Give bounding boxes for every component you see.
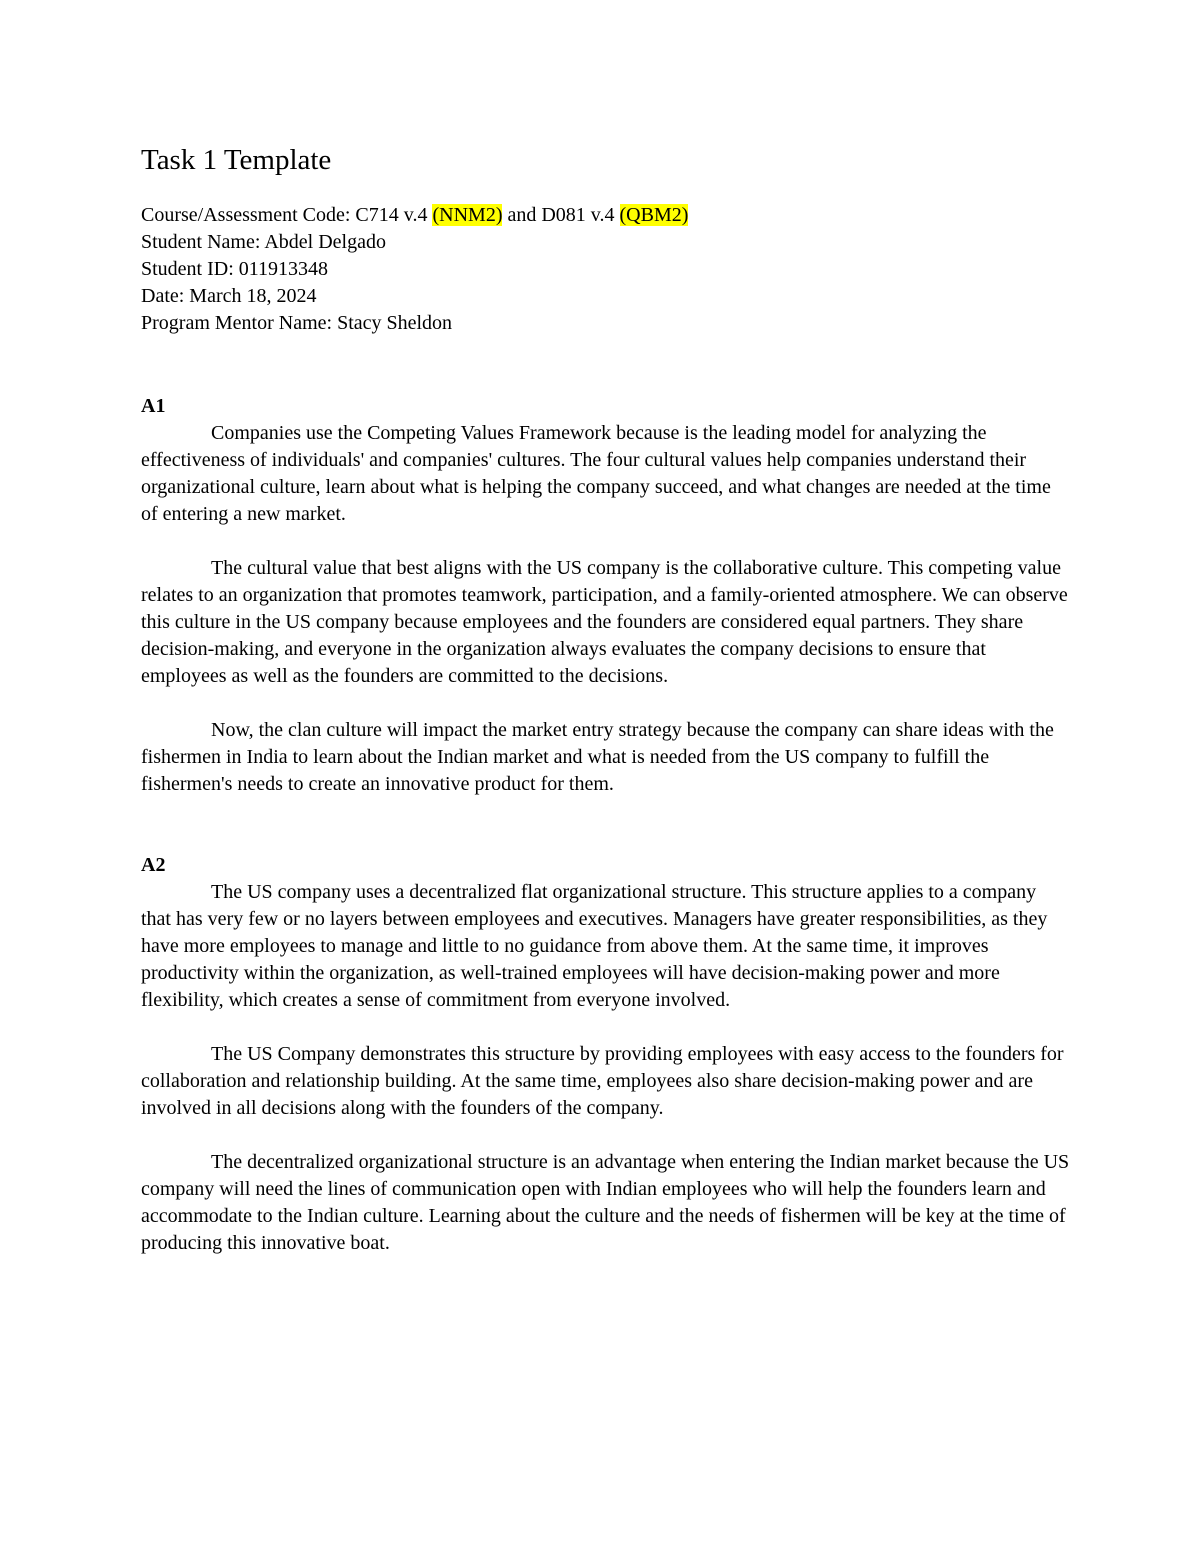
student-name-line: Student Name: Abdel Delgado [141, 231, 386, 253]
date-line: Date: March 18, 2024 [141, 285, 317, 307]
document-body [141, 140, 1071, 1257]
document-title: Task 1 Template [141, 144, 332, 176]
course-code-prefix: Course/Assessment Code: C714 v.4 [141, 204, 433, 226]
paragraph: The decentralized organizational structure is an advantage when entering the Indian market because the US company will need the lines of communication open with Indian employees who will help the founders learn and accommodate to the Indian culture. Learning about the culture and the needs of fishermen will be key at the time of producing this innovative boat. [141, 1151, 1070, 1254]
course-code-mid: and D081 v.4 [502, 204, 620, 226]
paragraph: The US Company demonstrates this structure by providing employees with easy access to the founders for collaboration and relationship building. At the same time, employees also share decision-making power and are involved in all decisions along with the founders of the company. [141, 1043, 1064, 1119]
student-id-line: Student ID: 011913348 [141, 258, 329, 280]
section-a1 [141, 393, 1071, 798]
course-code-nnm2-highlight: (NNM2) [432, 204, 503, 226]
paragraph: Companies use the Competing Values Framework because is the leading model for analyzing the effectiveness of individuals' and companies' cultures. The four cultural values help companies understand their organizational culture, learn about what is helping the company succeed, and what changes are needed at the time of entering a new market. [141, 422, 1051, 525]
mentor-line: Program Mentor Name: Stacy Sheldon [141, 312, 453, 334]
paragraph: The cultural value that best aligns with the US company is the collaborative culture. This competing value relates to an organization that promotes teamwork, participation, and a family-oriented atmosphere. We can observe this culture in the US company because employees and the founders are considered equal partners. They share decision-making, and everyone in the organization always evaluates the company decisions to ensure that employees as well as the founders are committed to the decisions. [141, 557, 1068, 687]
document-header [141, 202, 1071, 337]
section-heading-a2: A2 [141, 854, 166, 876]
paragraph: Now, the clan culture will impact the market entry strategy because the company can share ideas with the fishermen in India to learn about the Indian market and what is needed from the US company to fulfill the fishermen's needs to create an innovative product for them. [141, 719, 1054, 795]
section-heading-a1: A1 [141, 395, 166, 417]
paragraph: The US company uses a decentralized flat organizational structure. This structure applies to a company that has very few or no layers between employees and executives. Managers have greater responsibilities, as they have more employees to manage and little to no guidance from above them. At the same time, it improves productivity within the organization, as well-trained employees will have decision-making power and more flexibility, which creates a sense of commitment from everyone involved. [141, 881, 1048, 1011]
course-code-line [141, 202, 1071, 229]
section-a2 [141, 852, 1071, 1257]
course-code-qbm2-highlight: (QBM2) [619, 204, 689, 226]
